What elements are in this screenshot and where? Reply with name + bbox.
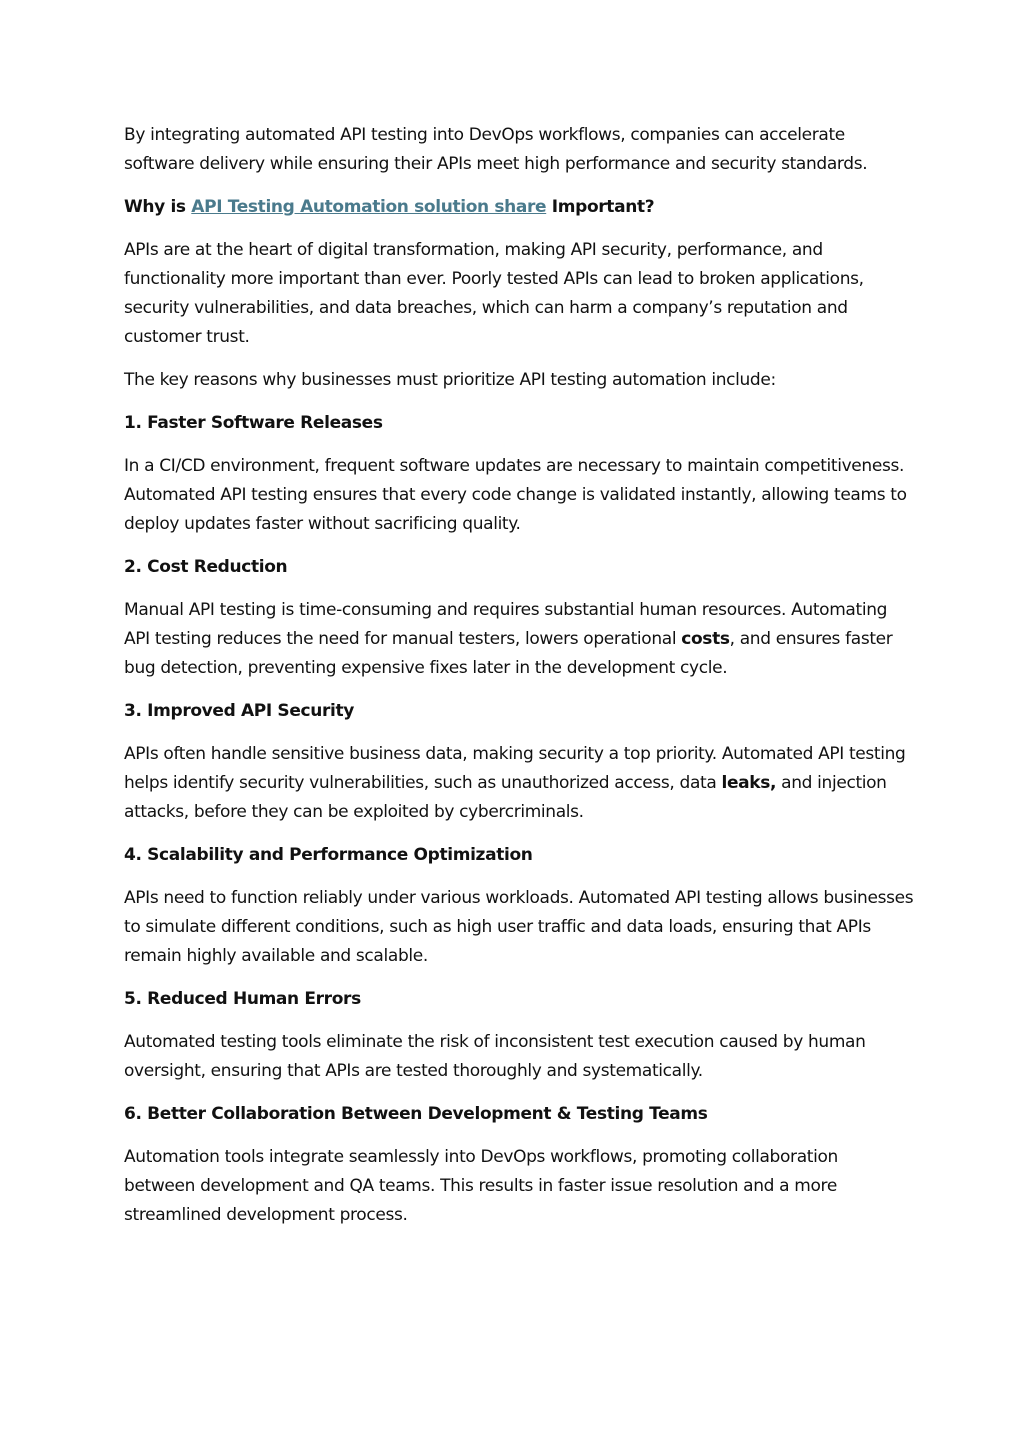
security-body-after: and injection attacks, before they can be exploited by cybercriminals. (124, 773, 887, 822)
section-heading-scalability: 4. Scalability and Performance Optimization (124, 845, 533, 865)
security-body-bold: leaks, (721, 773, 777, 793)
security-body-before: APIs often handle sensitive business data, making security a top priority. Automated API testing helps identify security vulnerabilities, such as unauthorized access, data (124, 744, 906, 793)
reasons-intro-paragraph: The key reasons why businesses must prioritize API testing automation include: (124, 370, 776, 390)
why-heading (124, 193, 914, 222)
section-body-human-errors: Automated testing tools eliminate the risk of inconsistent test execution caused by human oversight, ensuring that APIs are tested thoroughly and systematically. (124, 1032, 866, 1081)
intro-paragraph: By integrating automated API testing into DevOps workflows, companies can accelerate software delivery while ensuring their APIs meet high performance and security standards. (124, 125, 868, 174)
why-heading-suffix: Important? (546, 197, 655, 217)
section-heading-human-errors: 5. Reduced Human Errors (124, 989, 361, 1009)
document-page (124, 121, 914, 1244)
section-body-collaboration: Automation tools integrate seamlessly into DevOps workflows, promoting collaboration between development and QA teams. This results in faster issue resolution and a more streamlined development process. (124, 1147, 838, 1225)
solution-share-link[interactable]: API Testing Automation solution share (191, 197, 547, 217)
section-body-scalability: APIs need to function reliably under various workloads. Automated API testing allows businesses to simulate different conditions, such as high user traffic and data loads, ensuring that APIs remain highly available and scalable. (124, 888, 914, 966)
section-body-cost-reduction (124, 596, 914, 683)
section-heading-cost-reduction: 2. Cost Reduction (124, 557, 288, 577)
cost-body-after: , and ensures faster bug detection, preventing expensive fixes later in the development cycle. (124, 629, 893, 678)
cost-body-bold: costs (681, 629, 730, 649)
section-body-api-security (124, 740, 914, 827)
why-body-paragraph: APIs are at the heart of digital transformation, making API security, performance, and functionality more important than ever. Poorly tested APIs can lead to broken applications, security vulnerabilities, and data breaches, which can harm a company’s reputation and customer trust. (124, 240, 864, 347)
why-heading-prefix: Why is (124, 197, 192, 217)
cost-body-before: Manual API testing is time-consuming and requires substantial human resources. Automating API testing reduces the need for manual testers, lowers operational (124, 600, 888, 649)
section-heading-collaboration: 6. Better Collaboration Between Development & Testing Teams (124, 1104, 708, 1124)
section-heading-faster-releases: 1. Faster Software Releases (124, 413, 383, 433)
section-heading-api-security: 3. Improved API Security (124, 701, 355, 721)
section-body-faster-releases: In a CI/CD environment, frequent software updates are necessary to maintain competitiveness. Automated API testing ensures that every code change is validated instantly, allowing teams to deploy updates faster without sacrificing quality. (124, 456, 907, 534)
